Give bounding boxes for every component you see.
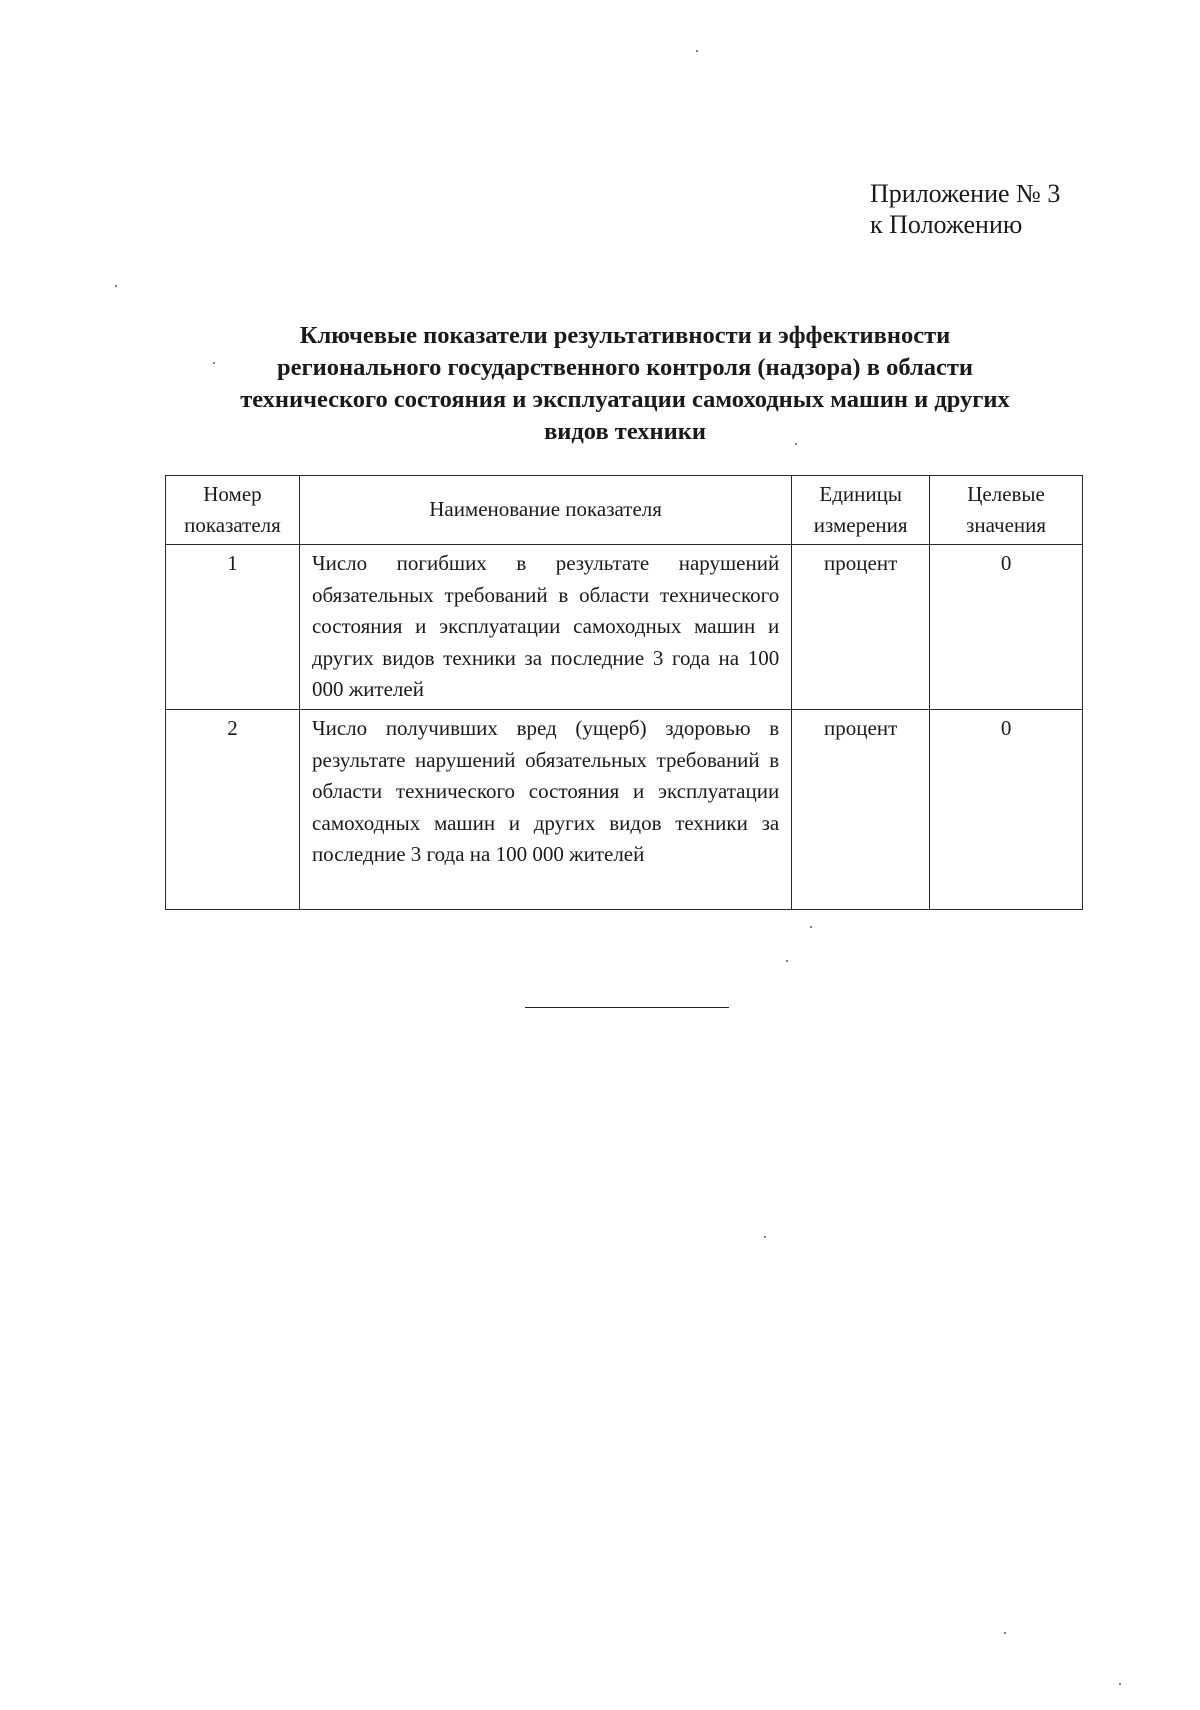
- header-number: [166, 476, 300, 545]
- header-target: [930, 476, 1083, 545]
- title-line-2: регионального государственного контроля (надзора) в области: [277, 354, 973, 381]
- scan-speck: [213, 362, 215, 364]
- indicator-name: Число получивших вред (ущерб) здоровью в результате нарушений обязательных требований в области технического состояния и эксплуатации самоходных машин и других видов техники за последние 3 года на 100 000 жителей: [299, 710, 791, 910]
- indicator-target: 0: [930, 545, 1083, 710]
- table-row: [166, 710, 1083, 910]
- header-name: Наименование показателя: [299, 476, 791, 545]
- scan-speck: [1119, 1683, 1121, 1685]
- appendix-number: Приложение № 3: [870, 179, 1061, 208]
- scan-speck: [764, 1236, 766, 1238]
- header-unit: [792, 476, 930, 545]
- header-target-line-2: значения: [966, 513, 1047, 537]
- header-number-line-2: показателя: [184, 513, 281, 537]
- appendix-reference: к Положению: [870, 210, 1023, 239]
- title-line-3: технического состояния и эксплуатации самоходных машин и других: [240, 386, 1010, 413]
- header-unit-line-2: измерения: [813, 513, 908, 537]
- scan-speck: [786, 960, 788, 962]
- indicator-target: 0: [930, 710, 1083, 910]
- indicator-unit: процент: [792, 545, 930, 710]
- title-line-4: видов техники: [544, 418, 706, 445]
- title-line-1: Ключевые показатели результативности и эффективности: [299, 322, 951, 349]
- header-unit-line-1: Единицы: [819, 481, 902, 506]
- scan-speck: [1004, 1632, 1006, 1634]
- table-header-row: [166, 476, 1083, 545]
- header-target-line-1: Целевые: [967, 481, 1045, 506]
- scan-speck: [696, 50, 698, 52]
- closing-separator-line: [525, 1007, 729, 1008]
- scan-speck: [795, 443, 797, 445]
- appendix-note: [870, 178, 1060, 240]
- indicator-unit: процент: [792, 710, 930, 910]
- indicator-name: Число погибших в результате нарушений обязательных требований в области технического состояния и эксплуатации самоходных машин и других видов техники за последние 3 года на 100 000 жителей: [299, 545, 791, 710]
- scan-speck: [115, 285, 117, 287]
- document-title: [180, 320, 1070, 448]
- table-row: [166, 545, 1083, 710]
- indicator-number: 1: [166, 545, 300, 710]
- scan-speck: [810, 926, 812, 928]
- indicator-number: 2: [166, 710, 300, 910]
- header-number-line-1: Номер: [203, 481, 262, 506]
- kpi-table: [165, 475, 1083, 910]
